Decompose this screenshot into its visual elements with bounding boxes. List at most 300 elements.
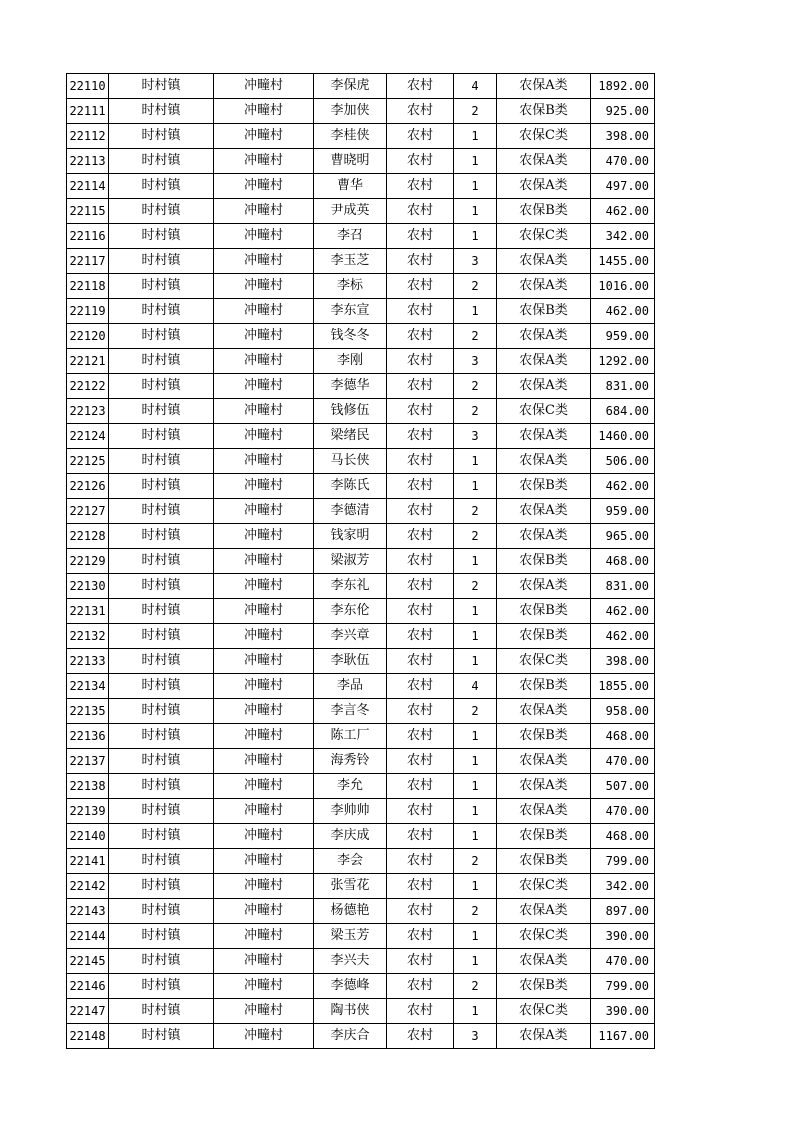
insurance-category-cell: 农保C类 bbox=[497, 874, 591, 899]
record-number-cell: 22115 bbox=[67, 199, 109, 224]
household-type-cell: 农村 bbox=[387, 449, 454, 474]
table-row bbox=[67, 299, 655, 324]
village-cell: 冲疃村 bbox=[214, 924, 314, 949]
insurance-category-cell: 农保A类 bbox=[497, 374, 591, 399]
member-count-cell: 2 bbox=[454, 574, 497, 599]
village-cell: 冲疃村 bbox=[214, 174, 314, 199]
insurance-category-cell: 农保B类 bbox=[497, 299, 591, 324]
household-type-cell: 农村 bbox=[387, 199, 454, 224]
amount-cell: 1855.00 bbox=[591, 674, 655, 699]
insurance-category-cell: 农保B类 bbox=[497, 724, 591, 749]
village-cell: 冲疃村 bbox=[214, 99, 314, 124]
village-cell: 冲疃村 bbox=[214, 574, 314, 599]
record-number-cell: 22143 bbox=[67, 899, 109, 924]
village-cell: 冲疃村 bbox=[214, 124, 314, 149]
table-row bbox=[67, 99, 655, 124]
name-cell: 李加侠 bbox=[314, 99, 387, 124]
insurance-category-cell: 农保C类 bbox=[497, 224, 591, 249]
household-type-cell: 农村 bbox=[387, 924, 454, 949]
village-cell: 冲疃村 bbox=[214, 1024, 314, 1049]
table-row bbox=[67, 624, 655, 649]
household-type-cell: 农村 bbox=[387, 324, 454, 349]
member-count-cell: 1 bbox=[454, 599, 497, 624]
village-cell: 冲疃村 bbox=[214, 499, 314, 524]
insurance-category-cell: 农保A类 bbox=[497, 949, 591, 974]
town-cell: 时村镇 bbox=[109, 199, 214, 224]
town-cell: 时村镇 bbox=[109, 999, 214, 1024]
town-cell: 时村镇 bbox=[109, 499, 214, 524]
insurance-category-cell: 农保A类 bbox=[497, 1024, 591, 1049]
household-type-cell: 农村 bbox=[387, 549, 454, 574]
table-row bbox=[67, 999, 655, 1024]
amount-cell: 958.00 bbox=[591, 699, 655, 724]
name-cell: 李帅帅 bbox=[314, 799, 387, 824]
table-row bbox=[67, 749, 655, 774]
member-count-cell: 1 bbox=[454, 824, 497, 849]
name-cell: 海秀铃 bbox=[314, 749, 387, 774]
amount-cell: 959.00 bbox=[591, 324, 655, 349]
town-cell: 时村镇 bbox=[109, 99, 214, 124]
amount-cell: 462.00 bbox=[591, 299, 655, 324]
name-cell: 曹晓明 bbox=[314, 149, 387, 174]
record-number-cell: 22125 bbox=[67, 449, 109, 474]
village-cell: 冲疃村 bbox=[214, 974, 314, 999]
household-type-cell: 农村 bbox=[387, 124, 454, 149]
town-cell: 时村镇 bbox=[109, 924, 214, 949]
amount-cell: 831.00 bbox=[591, 574, 655, 599]
record-number-cell: 22135 bbox=[67, 699, 109, 724]
town-cell: 时村镇 bbox=[109, 674, 214, 699]
amount-cell: 965.00 bbox=[591, 524, 655, 549]
household-type-cell: 农村 bbox=[387, 749, 454, 774]
insurance-category-cell: 农保C类 bbox=[497, 999, 591, 1024]
name-cell: 李会 bbox=[314, 849, 387, 874]
member-count-cell: 1 bbox=[454, 224, 497, 249]
town-cell: 时村镇 bbox=[109, 274, 214, 299]
member-count-cell: 1 bbox=[454, 149, 497, 174]
record-number-cell: 22116 bbox=[67, 224, 109, 249]
insurance-category-cell: 农保A类 bbox=[497, 774, 591, 799]
name-cell: 李玉芝 bbox=[314, 249, 387, 274]
amount-cell: 1892.00 bbox=[591, 74, 655, 99]
town-cell: 时村镇 bbox=[109, 849, 214, 874]
table-row bbox=[67, 174, 655, 199]
insurance-category-cell: 农保B类 bbox=[497, 99, 591, 124]
amount-cell: 470.00 bbox=[591, 749, 655, 774]
village-cell: 冲疃村 bbox=[214, 74, 314, 99]
village-cell: 冲疃村 bbox=[214, 249, 314, 274]
household-type-cell: 农村 bbox=[387, 499, 454, 524]
village-cell: 冲疃村 bbox=[214, 999, 314, 1024]
member-count-cell: 1 bbox=[454, 924, 497, 949]
household-type-cell: 农村 bbox=[387, 249, 454, 274]
table-row bbox=[67, 949, 655, 974]
member-count-cell: 3 bbox=[454, 1024, 497, 1049]
name-cell: 梁绪民 bbox=[314, 424, 387, 449]
record-number-cell: 22121 bbox=[67, 349, 109, 374]
record-number-cell: 22145 bbox=[67, 949, 109, 974]
member-count-cell: 1 bbox=[454, 124, 497, 149]
insurance-category-cell: 农保A类 bbox=[497, 249, 591, 274]
village-cell: 冲疃村 bbox=[214, 724, 314, 749]
member-count-cell: 2 bbox=[454, 374, 497, 399]
village-cell: 冲疃村 bbox=[214, 324, 314, 349]
member-count-cell: 2 bbox=[454, 699, 497, 724]
insurance-category-cell: 农保A类 bbox=[497, 74, 591, 99]
name-cell: 李庆成 bbox=[314, 824, 387, 849]
member-count-cell: 4 bbox=[454, 74, 497, 99]
member-count-cell: 2 bbox=[454, 899, 497, 924]
member-count-cell: 4 bbox=[454, 674, 497, 699]
record-number-cell: 22124 bbox=[67, 424, 109, 449]
table-row bbox=[67, 524, 655, 549]
amount-cell: 925.00 bbox=[591, 99, 655, 124]
town-cell: 时村镇 bbox=[109, 524, 214, 549]
member-count-cell: 2 bbox=[454, 99, 497, 124]
member-count-cell: 1 bbox=[454, 774, 497, 799]
amount-cell: 462.00 bbox=[591, 199, 655, 224]
name-cell: 陈工厂 bbox=[314, 724, 387, 749]
town-cell: 时村镇 bbox=[109, 699, 214, 724]
name-cell: 李德华 bbox=[314, 374, 387, 399]
table-row bbox=[67, 1024, 655, 1049]
table-row bbox=[67, 199, 655, 224]
household-type-cell: 农村 bbox=[387, 974, 454, 999]
village-cell: 冲疃村 bbox=[214, 649, 314, 674]
household-type-cell: 农村 bbox=[387, 949, 454, 974]
name-cell: 李桂侠 bbox=[314, 124, 387, 149]
town-cell: 时村镇 bbox=[109, 724, 214, 749]
village-cell: 冲疃村 bbox=[214, 349, 314, 374]
village-cell: 冲疃村 bbox=[214, 524, 314, 549]
household-type-cell: 农村 bbox=[387, 474, 454, 499]
table-row bbox=[67, 149, 655, 174]
town-cell: 时村镇 bbox=[109, 299, 214, 324]
household-type-cell: 农村 bbox=[387, 624, 454, 649]
town-cell: 时村镇 bbox=[109, 949, 214, 974]
name-cell: 李刚 bbox=[314, 349, 387, 374]
record-number-cell: 22141 bbox=[67, 849, 109, 874]
insurance-category-cell: 农保B类 bbox=[497, 824, 591, 849]
name-cell: 钱家明 bbox=[314, 524, 387, 549]
village-cell: 冲疃村 bbox=[214, 424, 314, 449]
insurance-category-cell: 农保A类 bbox=[497, 574, 591, 599]
amount-cell: 831.00 bbox=[591, 374, 655, 399]
name-cell: 李德清 bbox=[314, 499, 387, 524]
record-number-cell: 22127 bbox=[67, 499, 109, 524]
insurance-category-cell: 农保C类 bbox=[497, 649, 591, 674]
village-cell: 冲疃村 bbox=[214, 749, 314, 774]
amount-cell: 468.00 bbox=[591, 824, 655, 849]
member-count-cell: 3 bbox=[454, 424, 497, 449]
record-number-cell: 22148 bbox=[67, 1024, 109, 1049]
record-number-cell: 22129 bbox=[67, 549, 109, 574]
table-row bbox=[67, 824, 655, 849]
insurance-category-cell: 农保B类 bbox=[497, 199, 591, 224]
table-row bbox=[67, 574, 655, 599]
record-number-cell: 22144 bbox=[67, 924, 109, 949]
record-number-cell: 22146 bbox=[67, 974, 109, 999]
name-cell: 李东伦 bbox=[314, 599, 387, 624]
town-cell: 时村镇 bbox=[109, 624, 214, 649]
insurance-category-cell: 农保C类 bbox=[497, 399, 591, 424]
insurance-category-cell: 农保A类 bbox=[497, 174, 591, 199]
village-cell: 冲疃村 bbox=[214, 474, 314, 499]
member-count-cell: 3 bbox=[454, 349, 497, 374]
insurance-category-cell: 农保A类 bbox=[497, 749, 591, 774]
table-row bbox=[67, 724, 655, 749]
town-cell: 时村镇 bbox=[109, 424, 214, 449]
household-type-cell: 农村 bbox=[387, 599, 454, 624]
member-count-cell: 1 bbox=[454, 724, 497, 749]
member-count-cell: 1 bbox=[454, 199, 497, 224]
town-cell: 时村镇 bbox=[109, 349, 214, 374]
table-row bbox=[67, 599, 655, 624]
name-cell: 李陈氏 bbox=[314, 474, 387, 499]
table-row bbox=[67, 274, 655, 299]
household-type-cell: 农村 bbox=[387, 774, 454, 799]
name-cell: 李德峰 bbox=[314, 974, 387, 999]
village-cell: 冲疃村 bbox=[214, 149, 314, 174]
insurance-category-cell: 农保A类 bbox=[497, 449, 591, 474]
amount-cell: 470.00 bbox=[591, 149, 655, 174]
table-row bbox=[67, 224, 655, 249]
name-cell: 梁淑芳 bbox=[314, 549, 387, 574]
town-cell: 时村镇 bbox=[109, 774, 214, 799]
town-cell: 时村镇 bbox=[109, 649, 214, 674]
member-count-cell: 2 bbox=[454, 274, 497, 299]
insurance-category-cell: 农保B类 bbox=[497, 849, 591, 874]
household-type-cell: 农村 bbox=[387, 799, 454, 824]
amount-cell: 1167.00 bbox=[591, 1024, 655, 1049]
household-type-cell: 农村 bbox=[387, 574, 454, 599]
name-cell: 尹成英 bbox=[314, 199, 387, 224]
table-row bbox=[67, 924, 655, 949]
name-cell: 李耿伍 bbox=[314, 649, 387, 674]
name-cell: 李庆合 bbox=[314, 1024, 387, 1049]
insurance-category-cell: 农保A类 bbox=[497, 499, 591, 524]
household-type-cell: 农村 bbox=[387, 74, 454, 99]
table-row bbox=[67, 449, 655, 474]
household-type-cell: 农村 bbox=[387, 874, 454, 899]
table-row bbox=[67, 74, 655, 99]
town-cell: 时村镇 bbox=[109, 549, 214, 574]
household-type-cell: 农村 bbox=[387, 674, 454, 699]
town-cell: 时村镇 bbox=[109, 1024, 214, 1049]
name-cell: 李召 bbox=[314, 224, 387, 249]
household-type-cell: 农村 bbox=[387, 149, 454, 174]
table-row bbox=[67, 774, 655, 799]
household-type-cell: 农村 bbox=[387, 374, 454, 399]
village-cell: 冲疃村 bbox=[214, 774, 314, 799]
name-cell: 张雪花 bbox=[314, 874, 387, 899]
record-number-cell: 22147 bbox=[67, 999, 109, 1024]
table-row bbox=[67, 549, 655, 574]
record-number-cell: 22131 bbox=[67, 599, 109, 624]
member-count-cell: 2 bbox=[454, 524, 497, 549]
record-number-cell: 22130 bbox=[67, 574, 109, 599]
village-cell: 冲疃村 bbox=[214, 224, 314, 249]
insurance-category-cell: 农保B类 bbox=[497, 474, 591, 499]
household-type-cell: 农村 bbox=[387, 424, 454, 449]
table-row bbox=[67, 349, 655, 374]
insurance-category-cell: 农保B类 bbox=[497, 674, 591, 699]
amount-cell: 497.00 bbox=[591, 174, 655, 199]
table-row bbox=[67, 849, 655, 874]
table-row bbox=[67, 399, 655, 424]
village-cell: 冲疃村 bbox=[214, 599, 314, 624]
name-cell: 李允 bbox=[314, 774, 387, 799]
table-row bbox=[67, 699, 655, 724]
record-number-cell: 22128 bbox=[67, 524, 109, 549]
table-body bbox=[67, 74, 655, 1049]
insurance-category-cell: 农保A类 bbox=[497, 799, 591, 824]
household-type-cell: 农村 bbox=[387, 649, 454, 674]
name-cell: 李兴章 bbox=[314, 624, 387, 649]
table-row bbox=[67, 974, 655, 999]
insurance-category-cell: 农保A类 bbox=[497, 149, 591, 174]
household-type-cell: 农村 bbox=[387, 99, 454, 124]
table-row bbox=[67, 674, 655, 699]
member-count-cell: 1 bbox=[454, 649, 497, 674]
town-cell: 时村镇 bbox=[109, 899, 214, 924]
amount-cell: 470.00 bbox=[591, 949, 655, 974]
town-cell: 时村镇 bbox=[109, 74, 214, 99]
household-type-cell: 农村 bbox=[387, 1024, 454, 1049]
amount-cell: 468.00 bbox=[591, 724, 655, 749]
table-row bbox=[67, 649, 655, 674]
record-number-cell: 22114 bbox=[67, 174, 109, 199]
table-row bbox=[67, 424, 655, 449]
record-number-cell: 22113 bbox=[67, 149, 109, 174]
member-count-cell: 1 bbox=[454, 799, 497, 824]
table-row bbox=[67, 324, 655, 349]
table-row bbox=[67, 124, 655, 149]
amount-cell: 1292.00 bbox=[591, 349, 655, 374]
allowance-table bbox=[66, 73, 655, 1049]
amount-cell: 342.00 bbox=[591, 874, 655, 899]
table-row bbox=[67, 799, 655, 824]
amount-cell: 398.00 bbox=[591, 124, 655, 149]
household-type-cell: 农村 bbox=[387, 349, 454, 374]
household-type-cell: 农村 bbox=[387, 899, 454, 924]
village-cell: 冲疃村 bbox=[214, 699, 314, 724]
member-count-cell: 1 bbox=[454, 624, 497, 649]
town-cell: 时村镇 bbox=[109, 224, 214, 249]
town-cell: 时村镇 bbox=[109, 174, 214, 199]
town-cell: 时村镇 bbox=[109, 324, 214, 349]
amount-cell: 390.00 bbox=[591, 924, 655, 949]
village-cell: 冲疃村 bbox=[214, 274, 314, 299]
table-row bbox=[67, 874, 655, 899]
record-number-cell: 22122 bbox=[67, 374, 109, 399]
record-number-cell: 22118 bbox=[67, 274, 109, 299]
amount-cell: 398.00 bbox=[591, 649, 655, 674]
amount-cell: 470.00 bbox=[591, 799, 655, 824]
record-number-cell: 22112 bbox=[67, 124, 109, 149]
insurance-category-cell: 农保A类 bbox=[497, 524, 591, 549]
amount-cell: 897.00 bbox=[591, 899, 655, 924]
amount-cell: 468.00 bbox=[591, 549, 655, 574]
village-cell: 冲疃村 bbox=[214, 899, 314, 924]
amount-cell: 462.00 bbox=[591, 474, 655, 499]
amount-cell: 799.00 bbox=[591, 974, 655, 999]
member-count-cell: 1 bbox=[454, 549, 497, 574]
town-cell: 时村镇 bbox=[109, 449, 214, 474]
record-number-cell: 22132 bbox=[67, 624, 109, 649]
amount-cell: 462.00 bbox=[591, 624, 655, 649]
amount-cell: 342.00 bbox=[591, 224, 655, 249]
name-cell: 钱冬冬 bbox=[314, 324, 387, 349]
household-type-cell: 农村 bbox=[387, 524, 454, 549]
village-cell: 冲疃村 bbox=[214, 374, 314, 399]
town-cell: 时村镇 bbox=[109, 574, 214, 599]
town-cell: 时村镇 bbox=[109, 824, 214, 849]
town-cell: 时村镇 bbox=[109, 374, 214, 399]
insurance-category-cell: 农保C类 bbox=[497, 124, 591, 149]
member-count-cell: 1 bbox=[454, 874, 497, 899]
household-type-cell: 农村 bbox=[387, 174, 454, 199]
record-number-cell: 22140 bbox=[67, 824, 109, 849]
town-cell: 时村镇 bbox=[109, 124, 214, 149]
record-number-cell: 22142 bbox=[67, 874, 109, 899]
record-number-cell: 22126 bbox=[67, 474, 109, 499]
amount-cell: 1460.00 bbox=[591, 424, 655, 449]
record-number-cell: 22133 bbox=[67, 649, 109, 674]
town-cell: 时村镇 bbox=[109, 149, 214, 174]
town-cell: 时村镇 bbox=[109, 749, 214, 774]
village-cell: 冲疃村 bbox=[214, 299, 314, 324]
member-count-cell: 1 bbox=[454, 449, 497, 474]
amount-cell: 959.00 bbox=[591, 499, 655, 524]
member-count-cell: 3 bbox=[454, 249, 497, 274]
village-cell: 冲疃村 bbox=[214, 199, 314, 224]
name-cell: 李东宣 bbox=[314, 299, 387, 324]
household-type-cell: 农村 bbox=[387, 724, 454, 749]
record-number-cell: 22139 bbox=[67, 799, 109, 824]
town-cell: 时村镇 bbox=[109, 249, 214, 274]
household-type-cell: 农村 bbox=[387, 824, 454, 849]
household-type-cell: 农村 bbox=[387, 274, 454, 299]
record-number-cell: 22117 bbox=[67, 249, 109, 274]
amount-cell: 507.00 bbox=[591, 774, 655, 799]
insurance-category-cell: 农保A类 bbox=[497, 349, 591, 374]
table-row bbox=[67, 249, 655, 274]
village-cell: 冲疃村 bbox=[214, 849, 314, 874]
village-cell: 冲疃村 bbox=[214, 449, 314, 474]
town-cell: 时村镇 bbox=[109, 399, 214, 424]
table-row bbox=[67, 499, 655, 524]
record-number-cell: 22110 bbox=[67, 74, 109, 99]
insurance-category-cell: 农保A类 bbox=[497, 699, 591, 724]
record-number-cell: 22111 bbox=[67, 99, 109, 124]
record-number-cell: 22138 bbox=[67, 774, 109, 799]
village-cell: 冲疃村 bbox=[214, 624, 314, 649]
town-cell: 时村镇 bbox=[109, 874, 214, 899]
village-cell: 冲疃村 bbox=[214, 949, 314, 974]
town-cell: 时村镇 bbox=[109, 474, 214, 499]
insurance-category-cell: 农保B类 bbox=[497, 624, 591, 649]
town-cell: 时村镇 bbox=[109, 799, 214, 824]
name-cell: 李标 bbox=[314, 274, 387, 299]
village-cell: 冲疃村 bbox=[214, 799, 314, 824]
insurance-category-cell: 农保A类 bbox=[497, 899, 591, 924]
name-cell: 李品 bbox=[314, 674, 387, 699]
amount-cell: 684.00 bbox=[591, 399, 655, 424]
name-cell: 曹华 bbox=[314, 174, 387, 199]
insurance-category-cell: 农保B类 bbox=[497, 599, 591, 624]
insurance-category-cell: 农保B类 bbox=[497, 549, 591, 574]
